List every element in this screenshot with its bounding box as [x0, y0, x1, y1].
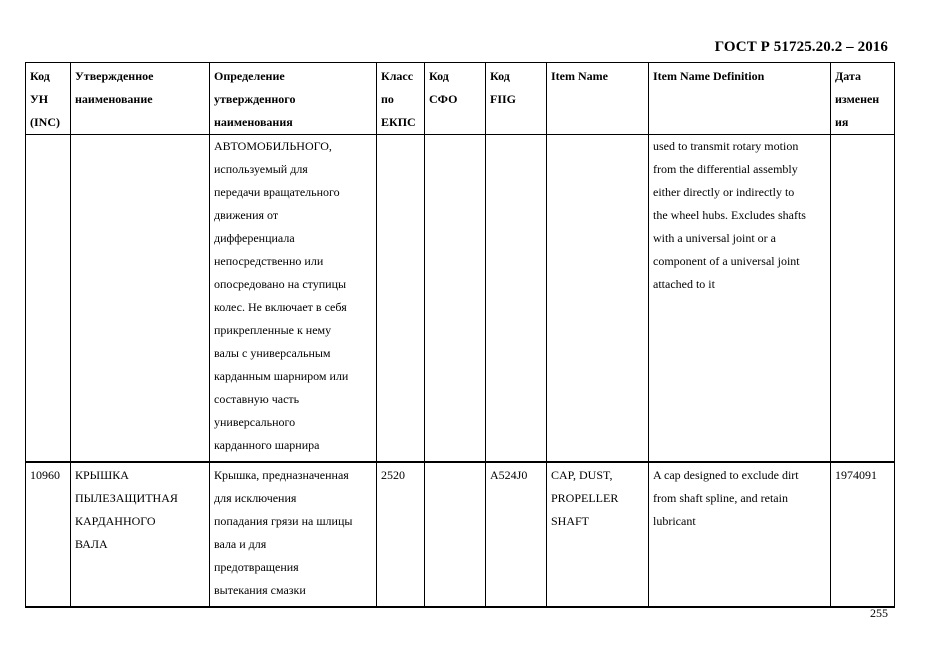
header-approved-name: Утвержденное наименование [71, 63, 210, 135]
cell-ekps-class [377, 135, 425, 463]
header-name-definition: Определение утвержденного наименования [210, 63, 377, 135]
cell-change-date [831, 135, 895, 463]
page-number: 255 [870, 606, 888, 620]
cell-name-ru: КРЫШКА ПЫЛЕЗАЩИТНАЯ КАРДАННОГО ВАЛА [71, 462, 210, 607]
header-fiig-code: Код FIIG [486, 63, 547, 135]
nomenclature-table [25, 62, 895, 608]
cell-item-name-definition: A cap designed to exclude dirt from shaft spline, and retain lubricant [649, 462, 831, 607]
cell-sfo-code [425, 135, 486, 463]
header-inc-code: Код УН (INC) [26, 63, 71, 135]
cell-item-name: CAP, DUST, PROPELLER SHAFT [547, 462, 649, 607]
cell-item-name-definition: used to transmit rotary motion from the differential assembly either directly or indirectly to the wheel hubs. Excludes shafts with a universal joint or a component of a universal joint attached to it [649, 135, 831, 463]
cell-sfo-code [425, 462, 486, 607]
table-row [26, 135, 895, 463]
header-ekps-class: Класс по ЕКПС [377, 63, 425, 135]
header-change-date: Дата изменен ия [831, 63, 895, 135]
table-header-row [26, 63, 895, 135]
document-standard-header: ГОСТ Р 51725.20.2 – 2016 [714, 39, 888, 55]
cell-inc: 10960 [26, 462, 71, 607]
cell-name-ru [71, 135, 210, 463]
header-sfo-code: Код СФО [425, 63, 486, 135]
cell-fiig-code: A524J0 [486, 462, 547, 607]
cell-definition-ru: АВТОМОБИЛЬНОГО, используемый для передачи вращательного движения от дифференциала непосредственно или опосредовано на ступицы колес. Не включает в себя прикрепленные к нему валы с универсальным карданным шарниром или составную часть универсального карданного шарнира [210, 135, 377, 463]
table-row [26, 462, 895, 607]
cell-fiig-code [486, 135, 547, 463]
header-item-name: Item Name [547, 63, 649, 135]
cell-item-name [547, 135, 649, 463]
cell-inc [26, 135, 71, 463]
cell-ekps-class: 2520 [377, 462, 425, 607]
header-item-name-definition: Item Name Definition [649, 63, 831, 135]
cell-change-date: 1974091 [831, 462, 895, 607]
cell-definition-ru: Крышка, предназначенная для исключения попадания грязи на шлицы вала и для предотвращения вытекания смазки [210, 462, 377, 607]
